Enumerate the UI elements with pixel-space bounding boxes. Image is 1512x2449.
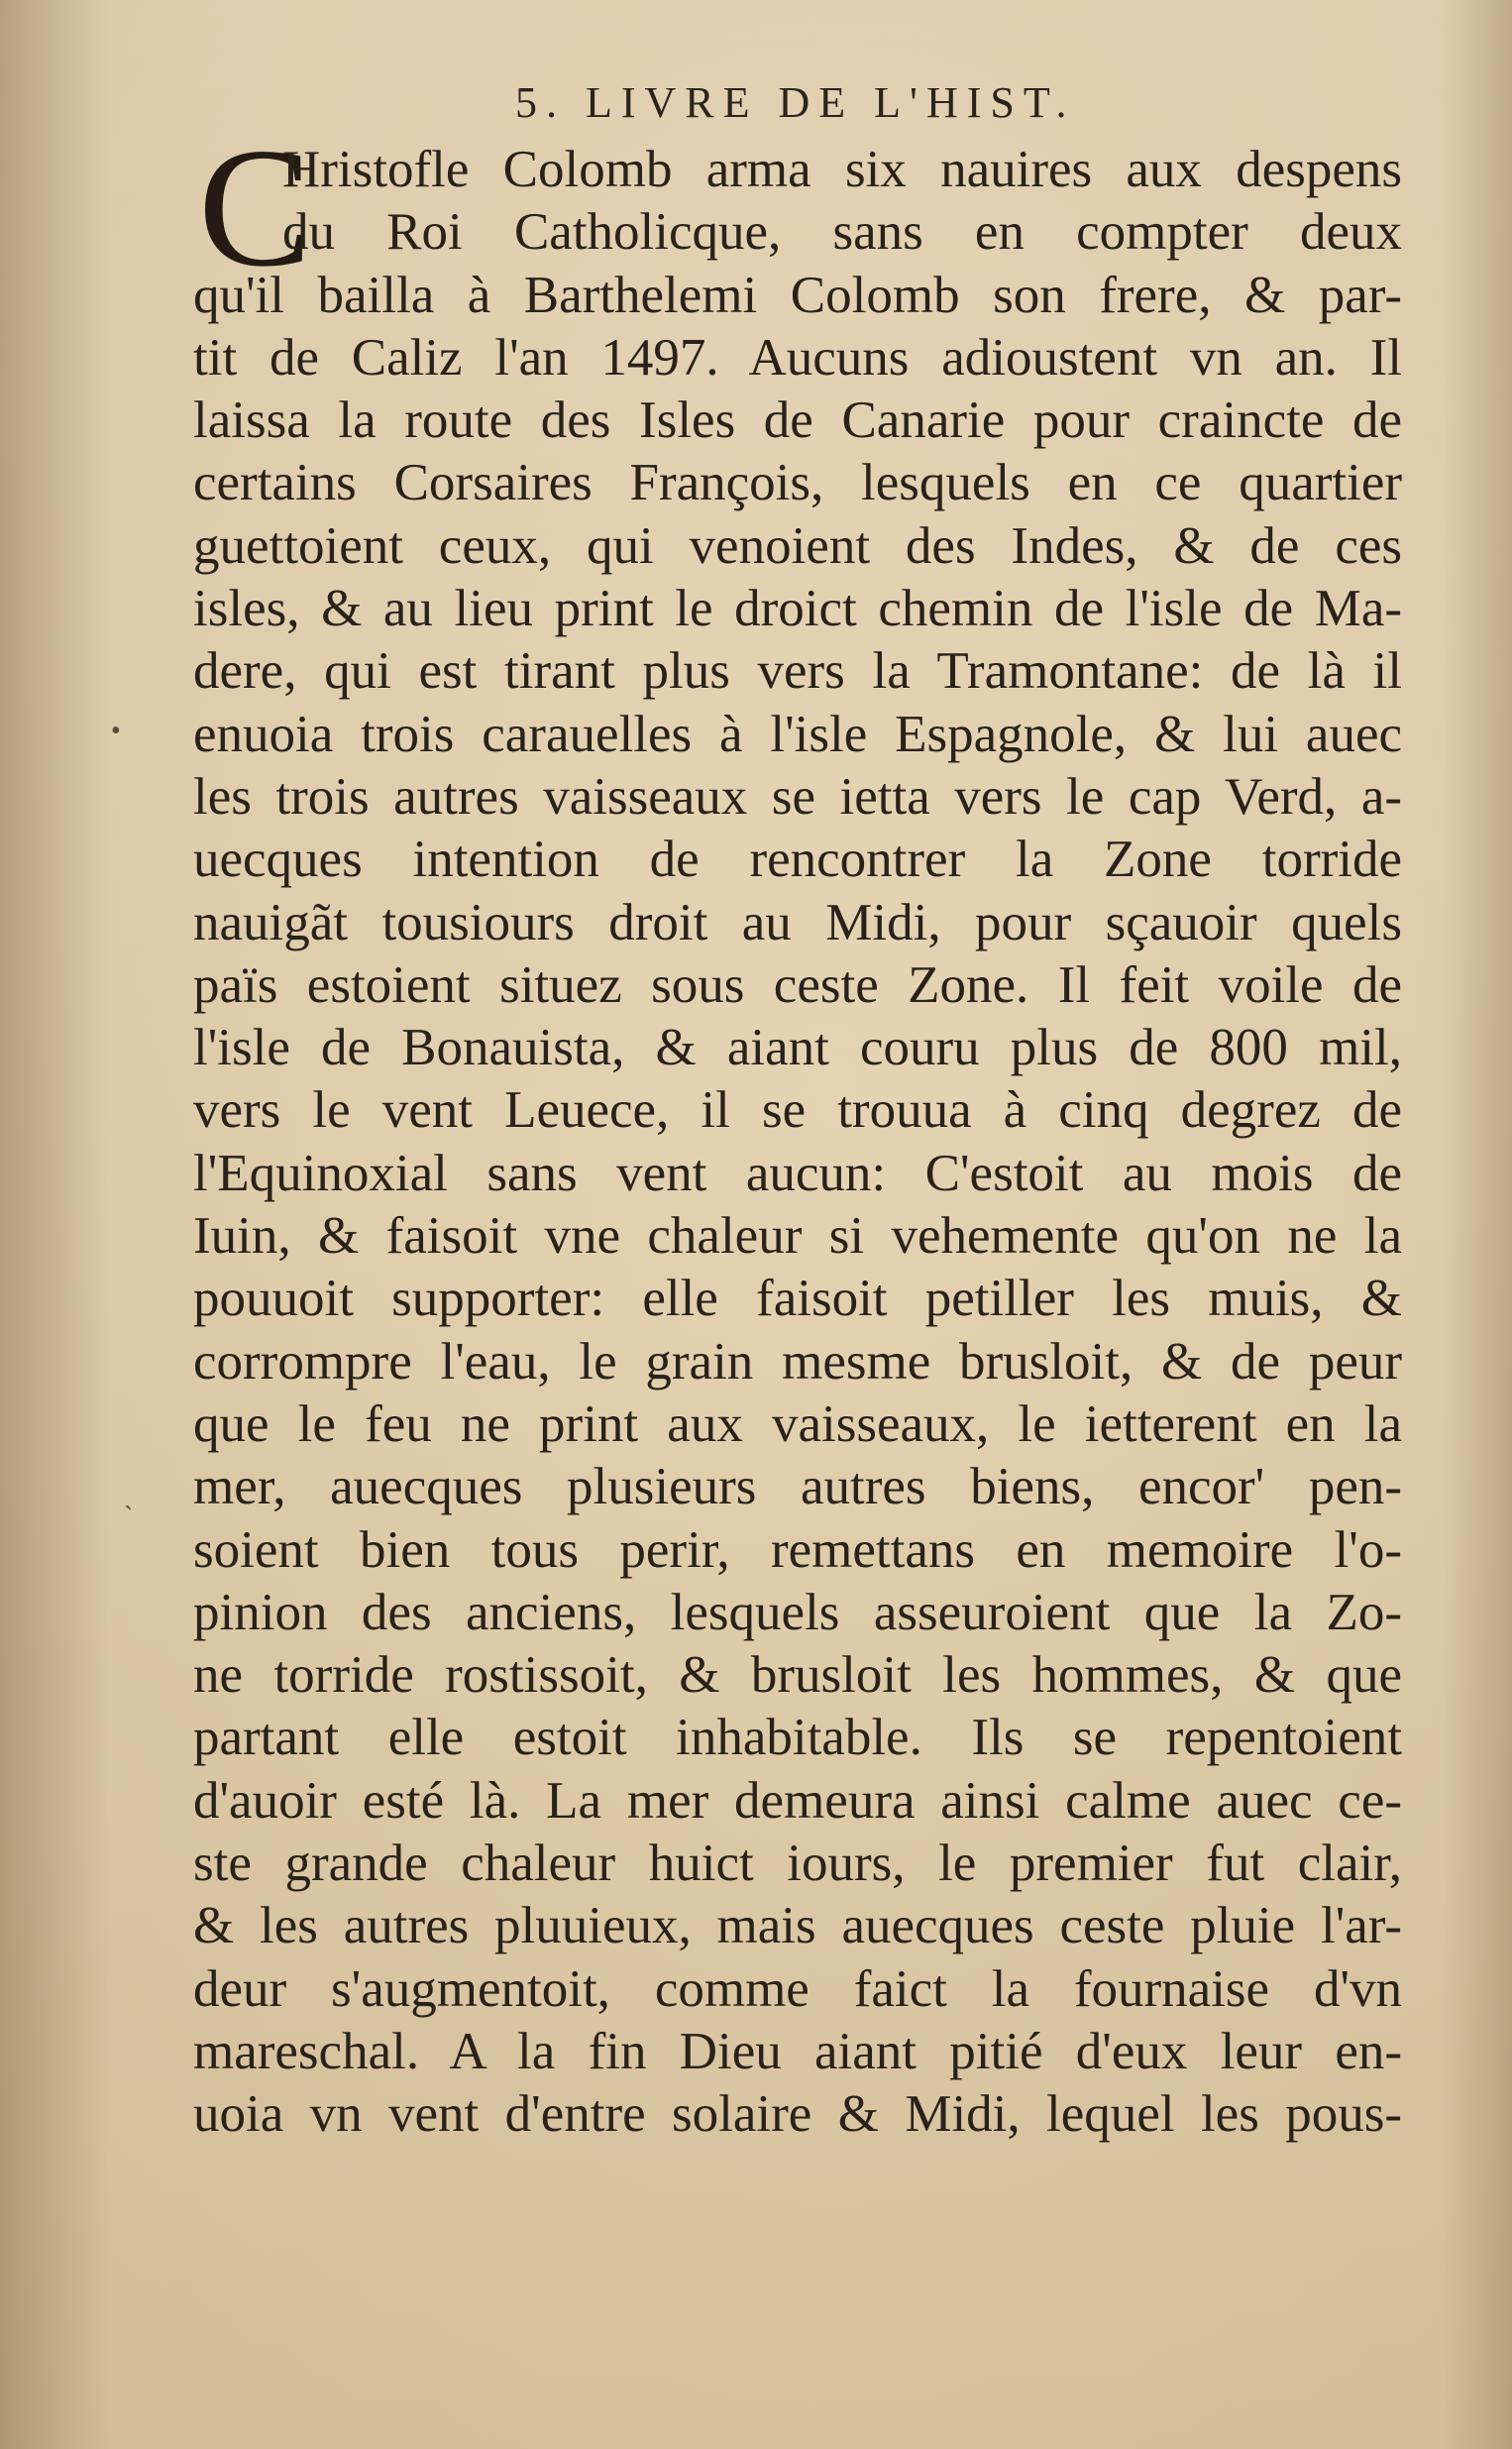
text-line: partant elle estoit inhabitable. Ils se repentoient (193, 1709, 1402, 1767)
text-line: pinion des anciens, lesquels asseuroient que la Zo- (193, 1583, 1402, 1641)
text-line: les trois autres vaisseaux se ietta vers le cap Verd, a- (193, 767, 1402, 826)
text-line: dere, qui est tirant plus vers la Tramontane: de là il (193, 642, 1402, 701)
text-line: vers le vent Leuece, il se trouua à cinq degrez de (193, 1081, 1402, 1140)
drop-cap: C (198, 114, 312, 302)
text-line: nauigãt tousiours droit au Midi, pour sçauoir quels (193, 893, 1402, 951)
text-line: isles, & au lieu print le droict chemin de l'isle de Ma- (193, 580, 1402, 638)
text-line: l'isle de Bonauista, & aiant couru plus de 800 mil, (193, 1019, 1402, 1077)
text-line: certains Corsaires François, lesquels en ce quartier (193, 454, 1402, 512)
text-line: deur s'augmentoit, comme faict la fournaise d'vn (193, 1959, 1402, 2018)
text-line: uecques intention de rencontrer la Zone torride (193, 831, 1402, 889)
text-line: du Roi Catholicque, sans en compter deux (282, 203, 1402, 262)
text-line: l'Equinoxial sans vent aucun: C'estoit au mois de (193, 1144, 1402, 1202)
text-line: enuoia trois carauelles à l'isle Espagnole, & lui auec (193, 705, 1402, 763)
text-line: soient bien tous perir, remettans en memoire l'o- (193, 1520, 1402, 1579)
text-line: Hristofle Colomb arma six nauires aux despens (282, 141, 1402, 198)
text-line: d'auoir esté là. La mer demeura ainsi calme auec ce- (193, 1771, 1402, 1830)
running-head: 5. LIVRE DE L'HIST. (515, 78, 1076, 127)
text-line: païs estoient situez sous ceste Zone. Il feit voile de (193, 955, 1402, 1014)
text-line: ne torride rostissoit, & brusloit les hommes, & que (193, 1646, 1402, 1705)
margin-dot-mark: • (111, 716, 121, 746)
text-line: qu'il bailla à Barthelemi Colomb son frere, & par- (193, 266, 1402, 324)
text-line: tit de Caliz l'an 1497. Aucuns adioustent vn an. Il (193, 328, 1402, 387)
text-line: Iuin, & faisoit vne chaleur si vehemente qu'on ne la (193, 1207, 1402, 1266)
text-line: pouuoit supporter: elle faisoit petiller les muis, & (193, 1270, 1402, 1328)
text-line: laissa la route des Isles de Canarie pour craincte de (193, 391, 1402, 450)
text-line: corrompre l'eau, le grain mesme brusloit, & de peur (193, 1332, 1402, 1391)
text-line: que le feu ne print aux vaisseaux, le ietterent en la (193, 1394, 1402, 1453)
text-line: uoia vn vent d'entre solaire & Midi, lequel les pous- (193, 2085, 1402, 2144)
text-line: mer, auecques plusieurs autres biens, encor' pen- (193, 1458, 1402, 1516)
text-line: ste grande chaleur huict iours, le premier fut clair, (193, 1835, 1402, 1893)
text-line: & les autres pluuieux, mais auecques ceste pluie l'ar- (193, 1897, 1402, 1955)
text-line: guettoient ceux, qui venoient des Indes, & de ces (193, 516, 1402, 575)
margin-dot-mark: ` (124, 1502, 134, 1532)
text-line: mareschal. A la fin Dieu aiant pitié d'eux leur en- (193, 2022, 1402, 2080)
body-text (193, 139, 1402, 2147)
